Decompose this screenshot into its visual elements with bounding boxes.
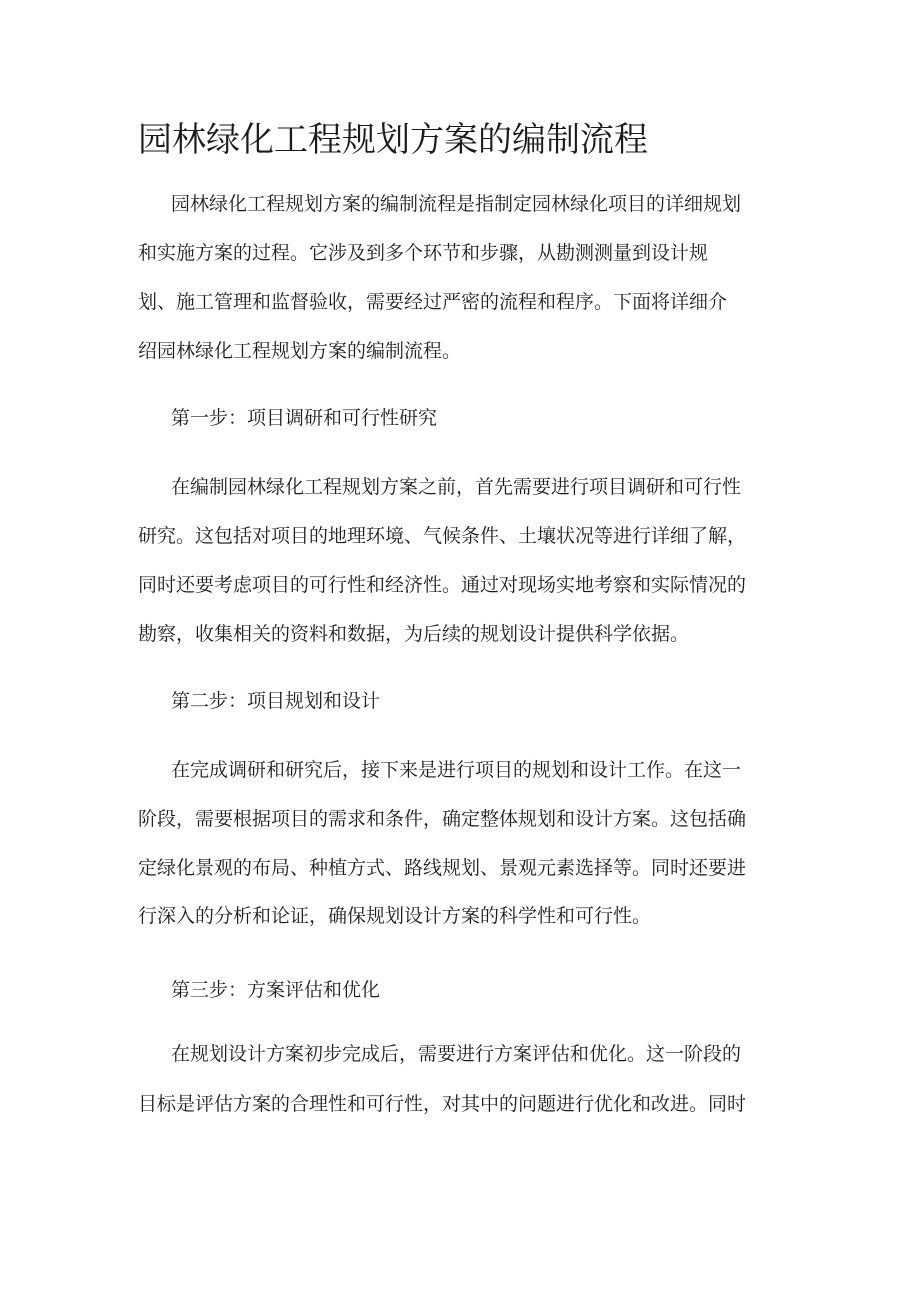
- section-2-line-1: 在完成调研和研究后，接下来是进行项目的规划和设计工作。在这一: [171, 759, 742, 781]
- section-2-line-4: 行深入的分析和论证，确保规划设计方案的科学性和可行性。: [138, 905, 652, 927]
- intro-line-4: 绍园林绿化工程规划方案的编制流程。: [138, 340, 462, 362]
- intro-line-3: 划、施工管理和监督验收，需要经过严密的流程和程序。下面将详细介: [138, 291, 728, 313]
- section-2-line-3: 定绿化景观的布局、种植方式、路线规划、景观元素选择等。同时还要进: [138, 857, 747, 879]
- section-1-line-1: 在编制园林绿化工程规划方案之前，首先需要进行项目调研和可行性: [171, 476, 742, 498]
- section-3-line-1: 在规划设计方案初步完成后，需要进行方案评估和优化。这一阶段的: [171, 1043, 742, 1065]
- intro-line-2: 和实施方案的过程。它涉及到多个环节和步骤，从勘测测量到设计规: [138, 242, 709, 264]
- section-heading-2: 第二步：项目规划和设计: [171, 690, 381, 712]
- document-title: 园林绿化工程规划方案的编制流程: [138, 120, 648, 160]
- section-3-line-2: 目标是评估方案的合理性和可行性，对其中的问题进行优化和改进。同时: [138, 1093, 747, 1115]
- intro-line-1: 园林绿化工程规划方案的编制流程是指制定园林绿化项目的详细规划: [171, 193, 742, 215]
- section-heading-1: 第一步：项目调研和可行性研究: [171, 407, 438, 429]
- section-heading-3: 第三步：方案评估和优化: [171, 979, 381, 1001]
- section-2-line-2: 阶段，需要根据项目的需求和条件，确定整体规划和设计方案。这包括确: [138, 808, 747, 830]
- section-1-line-4: 勘察，收集相关的资料和数据，为后续的规划设计提供科学依据。: [138, 623, 690, 645]
- section-1-line-2: 研究。这包括对项目的地理环境、气候条件、土壤状况等进行详细了解，: [138, 525, 747, 547]
- section-1-line-3: 同时还要考虑项目的可行性和经济性。通过对现场实地考察和实际情况的: [138, 574, 747, 596]
